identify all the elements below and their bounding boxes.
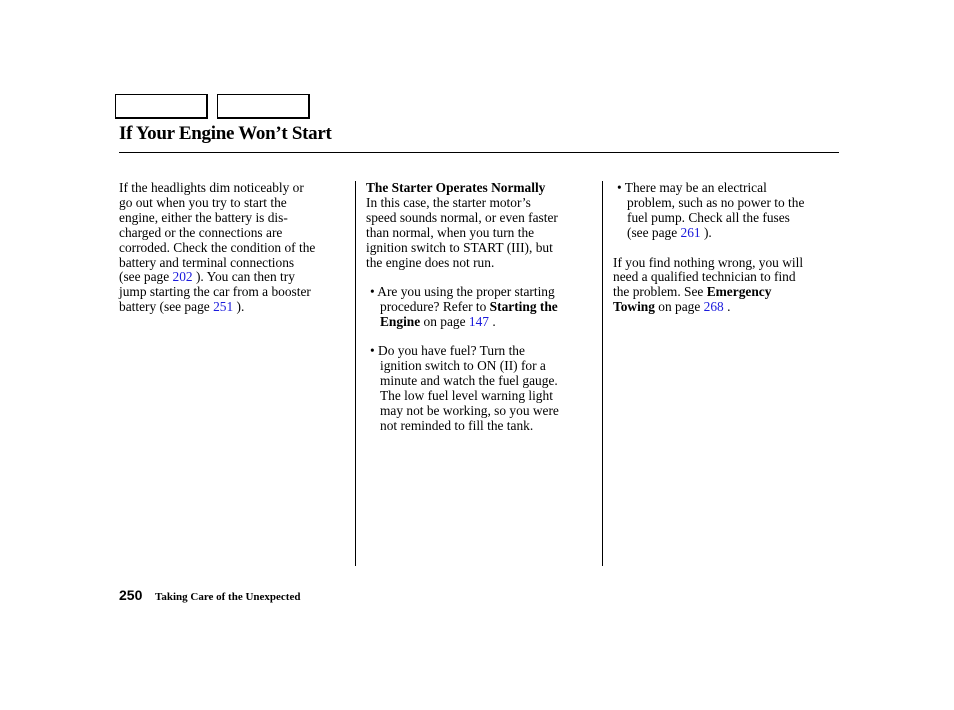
text-line: If you find nothing wrong, you will: [613, 254, 804, 270]
text-line: fuel pump. Check all the fuses: [627, 209, 790, 225]
bullet-item: • Are you using the proper starting: [370, 284, 555, 300]
section-heading: The Starter Operates Normally: [366, 180, 546, 195]
text-line: The low fuel level warning light: [380, 388, 553, 404]
text-line: [366, 315, 592, 330]
text: (see page: [119, 269, 173, 285]
page-link-147[interactable]: 147: [468, 314, 489, 330]
column-1: [119, 181, 345, 315]
text-line: speed sounds normal, or even faster: [366, 209, 558, 225]
bold-ref: Towing: [613, 299, 655, 315]
text-line: [119, 270, 345, 285]
page-link-268[interactable]: 268: [703, 299, 724, 315]
text: procedure? Refer to: [380, 299, 490, 315]
page-link-202[interactable]: 202: [172, 269, 193, 285]
text-line: In this case, the starter motor’s: [366, 194, 531, 210]
bullet-item: • Do you have fuel? Turn the: [370, 343, 525, 359]
text: .: [723, 299, 731, 315]
text-line: [613, 285, 839, 300]
column-2: [366, 181, 592, 434]
nav-button-1[interactable]: [115, 94, 208, 119]
text-line: ignition switch to START (III), but: [366, 239, 553, 255]
text-line: [119, 300, 345, 315]
text-line: jump starting the car from a booster: [119, 284, 311, 300]
text: ).: [233, 299, 245, 315]
text-line: engine, either the battery is dis-: [119, 209, 288, 225]
text-line: than normal, when you turn the: [366, 224, 535, 240]
text-line: corroded. Check the condition of the: [119, 239, 316, 255]
text: battery (see page: [119, 299, 214, 315]
bullet-item: • There may be an electrical: [617, 180, 767, 195]
text-line: the engine does not run.: [366, 254, 495, 270]
page-title: If Your Engine Won’t Start: [119, 123, 332, 144]
text-line: problem, such as no power to the: [627, 194, 805, 210]
text: on page: [420, 314, 469, 330]
text-line: If the headlights dim noticeably or: [119, 180, 304, 195]
section-title: Taking Care of the Unexpected: [155, 591, 301, 603]
page-link-261[interactable]: 261: [680, 224, 701, 240]
text: ).: [700, 224, 712, 240]
text-line: need a qualified technician to find: [613, 269, 796, 285]
text: ). You can then try: [192, 269, 295, 285]
page-link-251[interactable]: 251: [213, 299, 234, 315]
nav-button-2[interactable]: [217, 94, 310, 119]
text-line: [366, 300, 592, 315]
column-divider: [602, 181, 603, 566]
text-line: not reminded to fill the tank.: [380, 417, 534, 433]
bold-ref: Engine: [380, 314, 421, 330]
text: the problem. See: [613, 284, 707, 300]
page-number: 250: [119, 587, 143, 603]
title-rule: [119, 152, 839, 153]
text-line: may not be working, so you were: [380, 403, 559, 419]
column-3: [613, 181, 839, 315]
text: on page: [654, 299, 704, 315]
bold-ref: Starting the: [489, 299, 558, 315]
text-line: charged or the connections are: [119, 224, 283, 240]
text-line: ignition switch to ON (II) for a: [380, 358, 546, 374]
bold-ref: Emergency: [706, 284, 772, 300]
text-line: minute and watch the fuel gauge.: [380, 373, 558, 389]
text-line: [613, 226, 839, 241]
text-line: battery and terminal connections: [119, 254, 295, 270]
column-divider: [355, 181, 356, 566]
text-line: go out when you try to start the: [119, 194, 287, 210]
text-line: [613, 300, 839, 315]
text: (see page: [627, 224, 681, 240]
text: .: [489, 314, 496, 330]
